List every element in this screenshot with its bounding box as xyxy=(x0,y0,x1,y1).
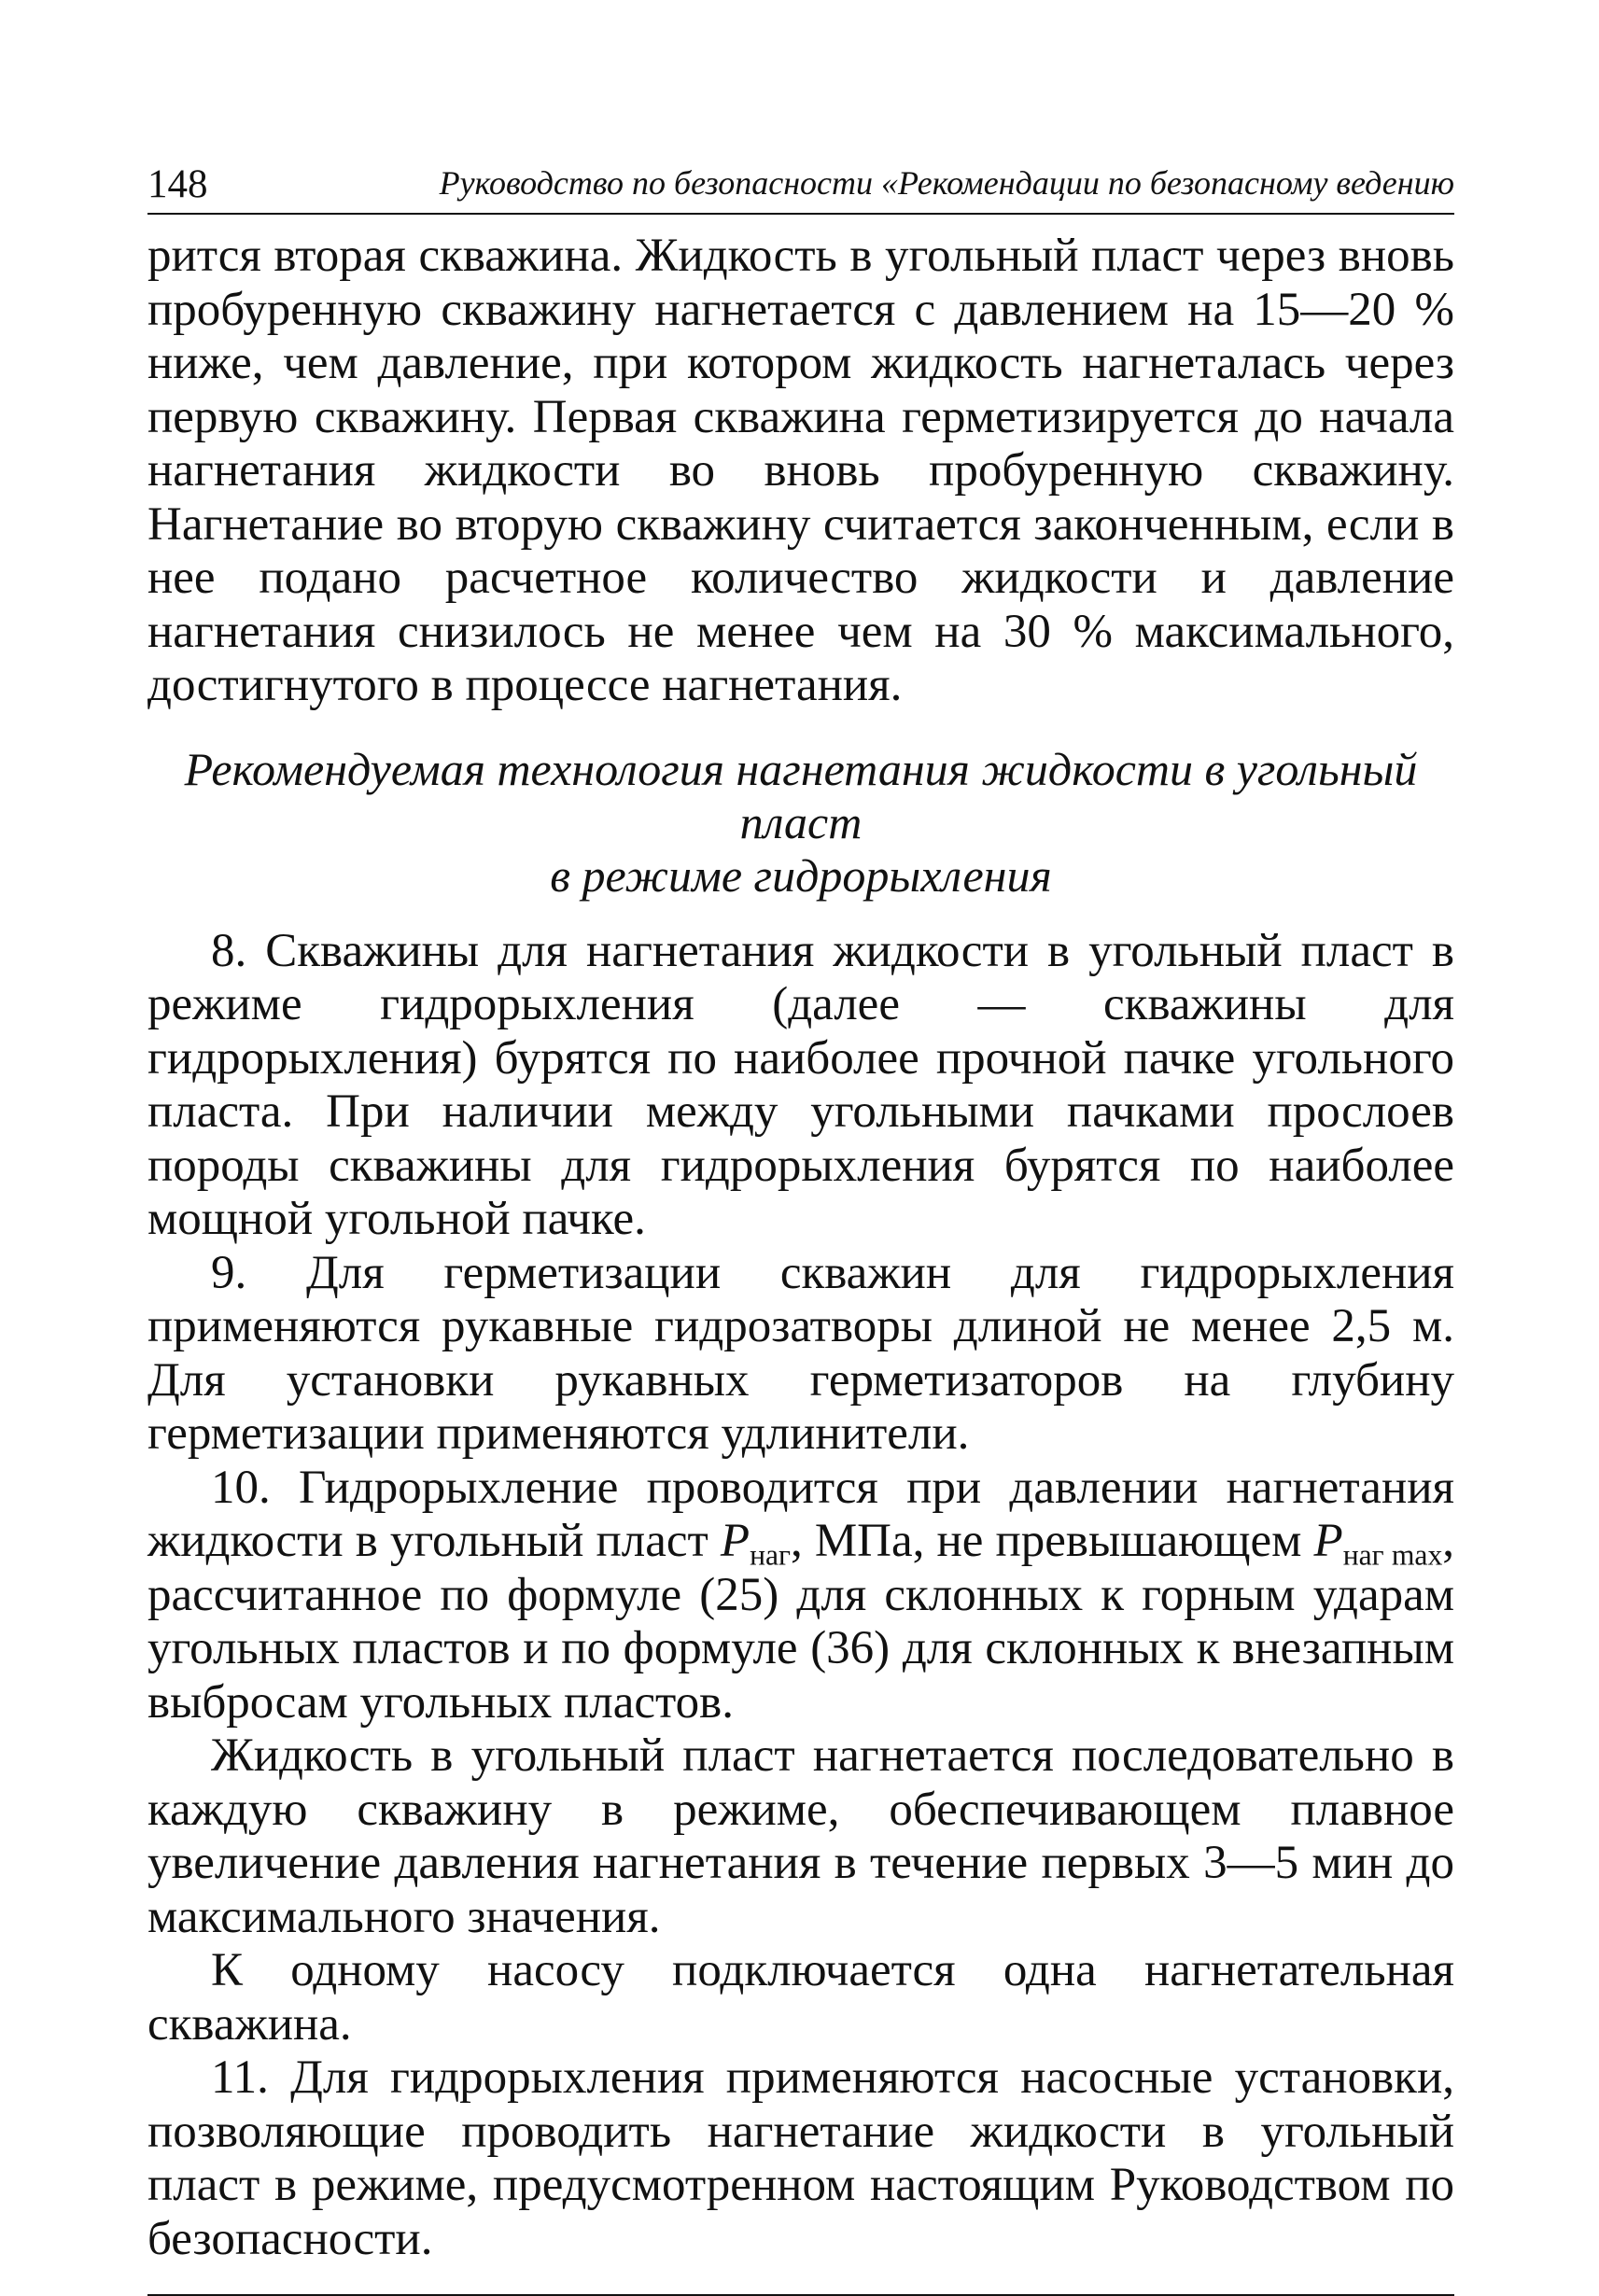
section-heading xyxy=(147,743,1454,903)
paragraph-10-text-3: , рассчитанное по формуле (25) для склонных к горным ударам угольных пластов и по формуле (36) для склонных к внезапным выбросам угольных пластов. xyxy=(147,1515,1455,1729)
running-title: Руководство по безопасности «Рекомендации по безопасному ведению xyxy=(439,164,1454,202)
paragraph-10 xyxy=(147,1462,1454,1730)
book-page xyxy=(147,159,1454,2296)
paragraph-10-text-2: , МПа, не превышающем xyxy=(790,1515,1314,1567)
pressure-subscript: наг xyxy=(750,1538,791,1572)
max-pressure-subscript: наг max xyxy=(1342,1538,1443,1572)
paragraph-10-text-1: 10. Гидрорыхление проводится при давлении нагнетания жидкости в угольный пласт xyxy=(147,1461,1454,1567)
paragraph-9: 9. Для герметизации скважин для гидрорыхления применяются рукавные гидрозатворы длиной не менее 2,5 м. Для установки рукавных герметизаторов на глубину герметизации применяются удлинители. xyxy=(147,1246,1454,1460)
continuation-paragraph: рится вторая скважина. Жидкость в угольный пласт через вновь пробуренную скважину нагнетается с давлением на 15—20 % ниже, чем давление, при котором жидкость нагнеталась через первую скважину. Первая скважина герметизируется до начала нагнетания жидкости во вновь пробуренную скважину. Нагнетание во вторую скважину считается законченным, если в нее подано расчетное количество жидкости и давление нагнетания снизилось не менее чем на 30 % максимального, достигнутого в процессе нагнетания. xyxy=(147,230,1454,711)
max-pressure-variable: P xyxy=(1313,1515,1343,1567)
pressure-variable: P xyxy=(720,1515,750,1567)
paragraph-pump-connection: К одному насосу подключается одна нагнетательная скважина. xyxy=(147,1944,1454,2051)
header-rule xyxy=(147,213,1454,215)
running-header xyxy=(147,159,1454,213)
section-heading-line-2: в режиме гидрорыхления xyxy=(550,848,1052,902)
paragraph-11: 11. Для гидрорыхления применяются насосные установки, позволяющие проводить нагнетание жидкости в угольный пласт в режиме, предусмотренном настоящим Руководством по безопасности. xyxy=(147,2051,1454,2265)
paragraph-8: 8. Скважины для нагнетания жидкости в угольный пласт в режиме гидрорыхления (далее — скважины для гидрорыхления) бурятся по наиболее прочной пачке угольного пласта. При наличии между угольными пачками прослоев породы скважины для гидрорыхления бурятся по наиболее мощной угольной пачке. xyxy=(147,924,1454,1245)
body-text xyxy=(147,230,1454,2266)
section-heading-line-1: Рекомендуемая технология нагнетания жидкости в угольный пласт xyxy=(184,742,1418,848)
paragraph-injection-order: Жидкость в угольный пласт нагнетается последовательно в каждую скважину в режиме, обеспечивающем плавное увеличение давления нагнетания в течение первых 3—5 мин до максимального значения. xyxy=(147,1729,1454,1943)
page-number: 148 xyxy=(147,162,208,206)
